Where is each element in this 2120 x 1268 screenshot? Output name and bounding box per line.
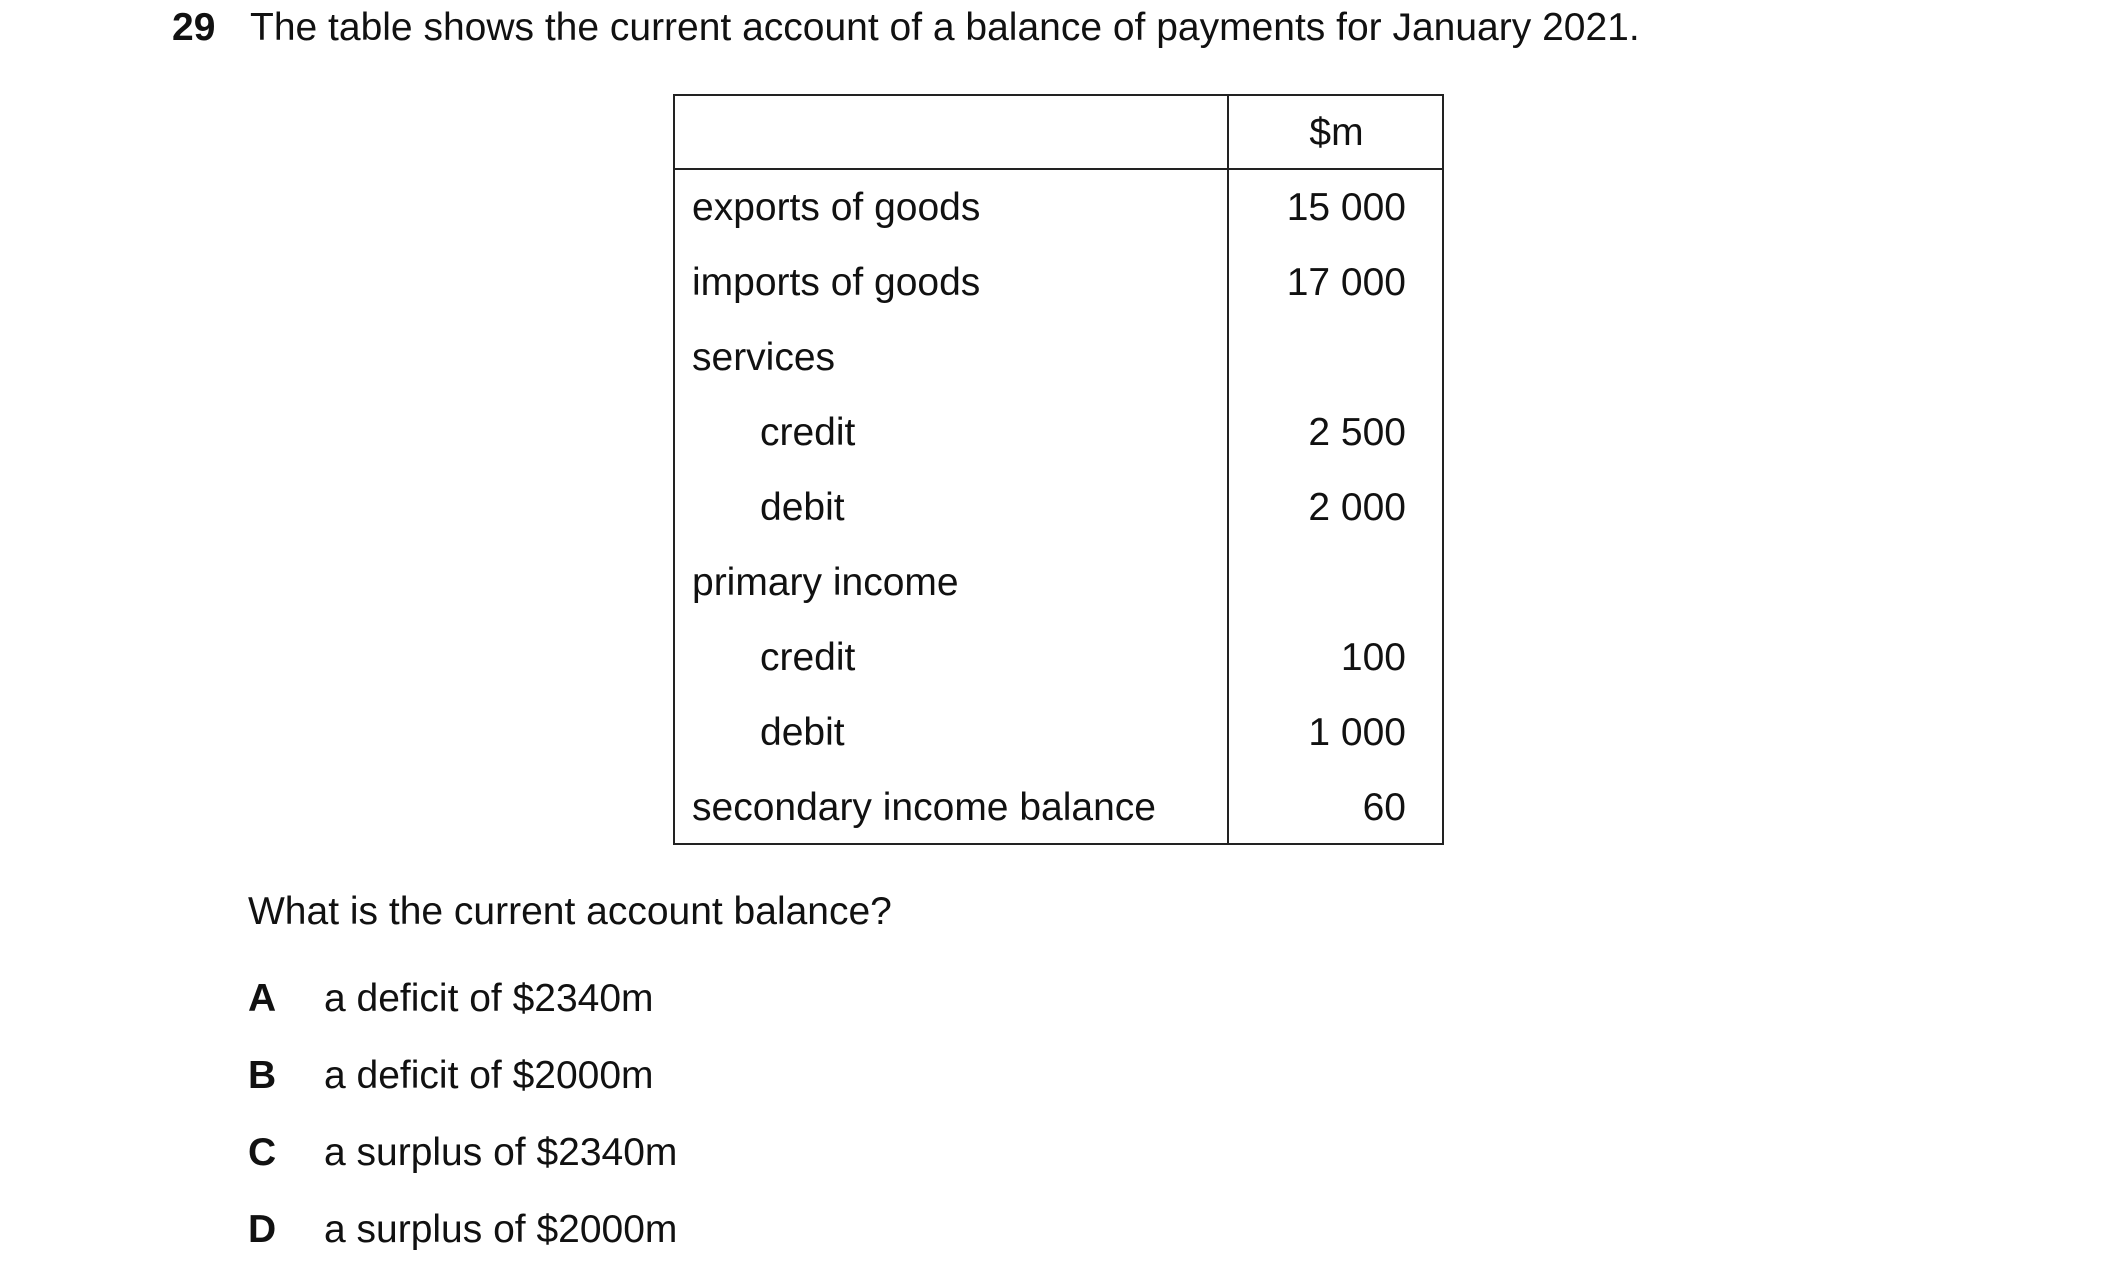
row-value: 2 000 bbox=[1308, 486, 1406, 529]
row-label: credit bbox=[760, 411, 856, 454]
table-row-primary-income-credit bbox=[675, 620, 1442, 695]
row-label: services bbox=[692, 336, 836, 379]
question-prompt: What is the current account balance? bbox=[248, 890, 892, 933]
row-value: 17 000 bbox=[1286, 261, 1406, 304]
row-label: primary income bbox=[692, 561, 959, 604]
table-row-services-credit bbox=[675, 395, 1442, 470]
option-text: a deficit of $2340m bbox=[324, 977, 654, 1020]
table-row-imports-of-goods bbox=[675, 245, 1442, 320]
option-text: a surplus of $2340m bbox=[324, 1131, 678, 1174]
table-row-services bbox=[675, 320, 1442, 395]
row-label: credit bbox=[760, 636, 856, 679]
row-value: 1 000 bbox=[1308, 711, 1406, 754]
table-row-secondary-income-balance bbox=[675, 770, 1442, 845]
row-label: imports of goods bbox=[692, 261, 981, 304]
option-letter: C bbox=[248, 1131, 277, 1174]
answer-option-d[interactable] bbox=[248, 1210, 677, 1250]
option-text: a deficit of $2000m bbox=[324, 1054, 654, 1097]
answer-option-c[interactable] bbox=[248, 1133, 677, 1173]
row-value: 100 bbox=[1340, 636, 1406, 679]
answer-option-b[interactable] bbox=[248, 1056, 654, 1096]
row-label: debit bbox=[760, 486, 845, 529]
row-label: debit bbox=[760, 711, 845, 754]
balance-of-payments-table bbox=[673, 94, 1444, 845]
row-label: secondary income balance bbox=[692, 786, 1156, 829]
row-label: exports of goods bbox=[692, 186, 981, 229]
question-number: 29 bbox=[172, 6, 216, 49]
question-header bbox=[172, 8, 1640, 48]
unit-column-header: $m bbox=[1309, 111, 1364, 154]
row-value: 15 000 bbox=[1286, 186, 1406, 229]
option-text: a surplus of $2000m bbox=[324, 1208, 678, 1251]
answer-option-a[interactable] bbox=[248, 979, 654, 1019]
option-letter: A bbox=[248, 977, 277, 1020]
question-title: The table shows the current account of a balance of payments for January 2021. bbox=[250, 6, 1640, 49]
table-header-row bbox=[675, 96, 1442, 170]
table-row-services-debit bbox=[675, 470, 1442, 545]
row-value: 2 500 bbox=[1308, 411, 1406, 454]
row-value: 60 bbox=[1362, 786, 1406, 829]
table-row-exports-of-goods bbox=[675, 170, 1442, 245]
option-letter: B bbox=[248, 1054, 277, 1097]
table-row-primary-income bbox=[675, 545, 1442, 620]
table-row-primary-income-debit bbox=[675, 695, 1442, 770]
option-letter: D bbox=[248, 1208, 277, 1251]
